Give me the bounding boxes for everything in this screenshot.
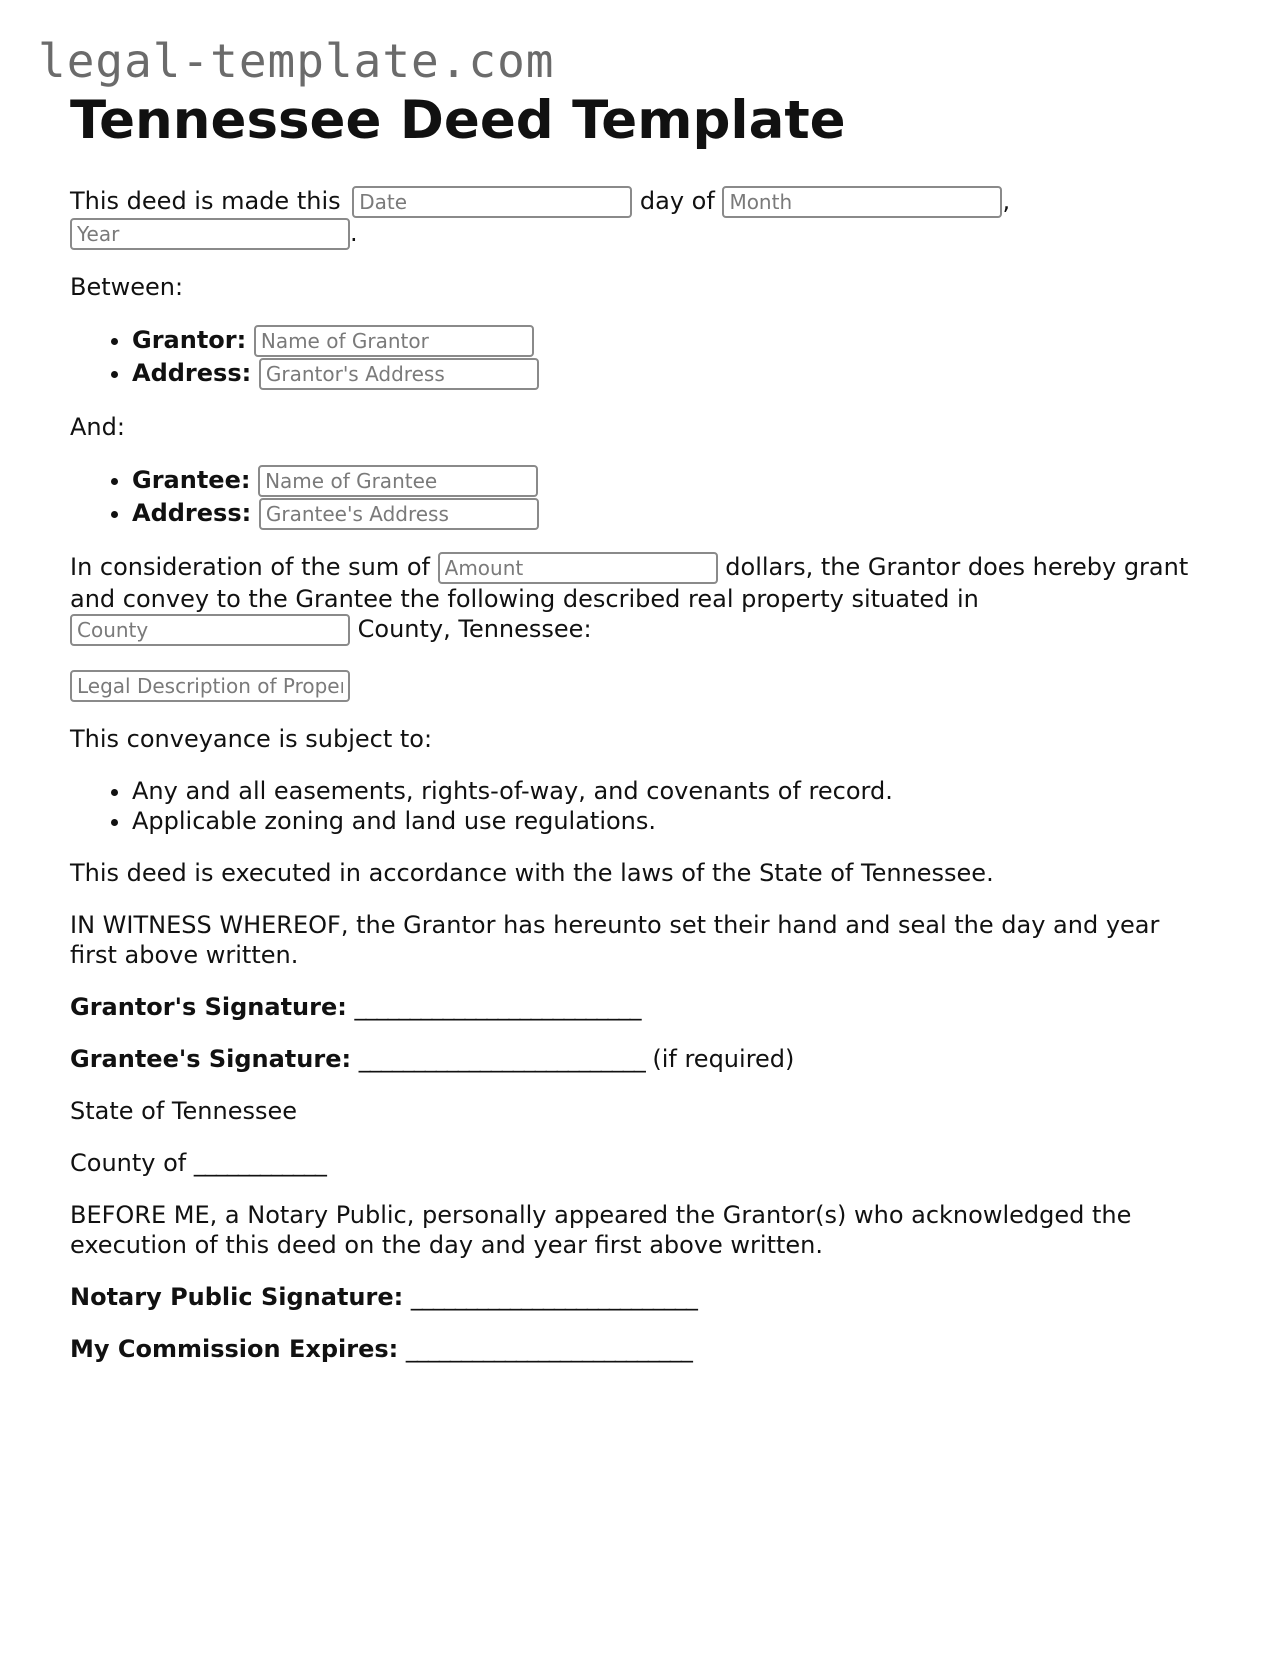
notary-paragraph: BEFORE ME, a Notary Public, personally appeared the Grantor(s) who acknowledged the execution of this deed on the day and year first above written. xyxy=(70,1201,1132,1259)
state-text: State of Tennessee xyxy=(70,1097,297,1125)
deed-document xyxy=(70,90,1210,1364)
grantee-list xyxy=(70,464,1210,530)
list-item: • Any and all easements, rights-of-way, and covenants of record. xyxy=(132,776,1210,806)
grantee-address-input[interactable] xyxy=(259,498,539,530)
commission-expires-line xyxy=(70,1334,1210,1364)
notary-signature-label: Notary Public Signature: xyxy=(70,1283,404,1311)
notary-signature-blank: __________________________ xyxy=(410,1283,697,1311)
grantor-name-input[interactable] xyxy=(254,325,534,357)
commission-expires-blank: __________________________ xyxy=(405,1335,692,1363)
grantor-signature-label: Grantor's Signature: xyxy=(70,993,347,1021)
list-item: • Applicable zoning and land use regulations. xyxy=(132,806,1210,836)
county-of-label: County of xyxy=(70,1149,187,1177)
and-label: And: xyxy=(70,413,125,441)
watermark-logo: legal-template.com xyxy=(38,34,555,88)
county-input[interactable] xyxy=(70,614,350,646)
grantor-signature-line xyxy=(70,992,1210,1022)
grantee-name-label: Grantee: xyxy=(132,466,251,494)
date-input[interactable] xyxy=(352,186,632,218)
amount-input[interactable] xyxy=(438,552,718,584)
grantee-signature-line xyxy=(70,1044,1210,1074)
county-of-blank: ____________ xyxy=(193,1149,326,1177)
subject-list xyxy=(70,776,1210,836)
consideration-text-3: County, Tennessee: xyxy=(357,615,592,643)
legal-description-row xyxy=(70,670,1210,702)
notary-signature-line xyxy=(70,1282,1210,1312)
legal-description-input[interactable] xyxy=(70,670,350,702)
county-of-line xyxy=(70,1148,1210,1178)
between-label: Between: xyxy=(70,273,184,301)
grantor-list xyxy=(70,324,1210,390)
list-item xyxy=(132,357,1210,390)
grantee-signature-label: Grantee's Signature: xyxy=(70,1045,352,1073)
executed-paragraph: This deed is executed in accordance with the laws of the State of Tennessee. xyxy=(70,859,994,887)
intro-text-2: day of xyxy=(639,187,715,215)
page-title: Tennessee Deed Template xyxy=(70,90,846,151)
list-item xyxy=(132,324,1210,357)
grantee-signature-note: (if required) xyxy=(652,1045,795,1073)
grantee-address-label: Address: xyxy=(132,499,252,527)
list-item xyxy=(132,497,1210,530)
witness-paragraph: IN WITNESS WHEREOF, the Grantor has hereunto set their hand and seal the day and year first above written. xyxy=(70,911,1160,969)
month-input[interactable] xyxy=(722,186,1002,218)
grantee-signature-blank: __________________________ xyxy=(358,1045,645,1073)
grantor-address-label: Address: xyxy=(132,359,252,387)
subject-label: This conveyance is subject to: xyxy=(70,725,433,753)
grantor-address-input[interactable] xyxy=(259,358,539,390)
intro-period: . xyxy=(350,219,358,247)
grantor-signature-blank: __________________________ xyxy=(354,993,641,1021)
intro-paragraph xyxy=(70,186,1210,250)
list-item xyxy=(132,464,1210,497)
intro-comma: , xyxy=(1002,187,1011,215)
consideration-paragraph xyxy=(70,552,1210,646)
consideration-text-2: dollars, the Grantor does hereby grant and convey to the Grantee the following described real property situated in xyxy=(70,553,1189,613)
commission-expires-label: My Commission Expires: xyxy=(70,1335,399,1363)
year-input[interactable] xyxy=(70,218,350,250)
grantee-name-input[interactable] xyxy=(258,465,538,497)
grantor-name-label: Grantor: xyxy=(132,326,247,354)
consideration-text-1: In consideration of the sum of xyxy=(70,553,430,581)
intro-text-1: This deed is made this xyxy=(70,187,341,215)
